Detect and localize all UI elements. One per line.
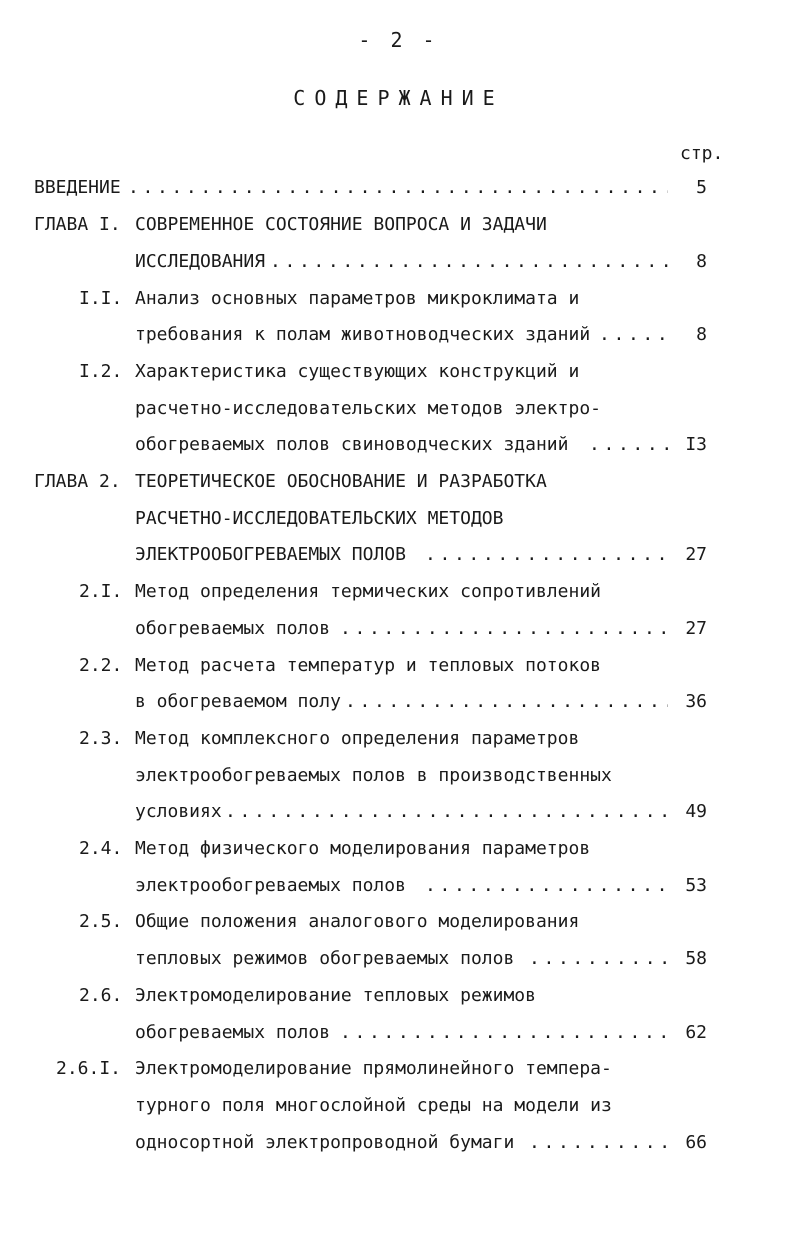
toc-page-s2-3: 49: [685, 801, 707, 822]
toc-chapter-2-line1: ТЕОРЕТИЧЕСКОЕ ОБОСНОВАНИЕ И РАЗРАБОТКА: [135, 471, 547, 492]
toc-page-s2-4: 53: [685, 875, 707, 896]
toc-chapter-1-num: ГЛАВА I.: [34, 214, 121, 235]
toc-section-2-3-num: 2.3.: [79, 728, 123, 749]
toc-section-2-6-line2: обогреваемых полов: [135, 1022, 331, 1043]
toc-section-2-1-num: 2.I.: [79, 581, 123, 602]
toc-section-2-4-line2: электрообогреваемых полов: [135, 875, 406, 896]
toc-chapter-2-line2: РАСЧЕТНО-ИССЛЕДОВАТЕЛЬСКИХ МЕТОДОВ: [135, 508, 504, 529]
toc-section-2-2-line1: Метод расчета температур и тепловых потоков: [135, 655, 601, 676]
toc-page-s2-6: 62: [685, 1022, 707, 1043]
toc-chapter-1-line2: ИССЛЕДОВАНИЯ: [135, 251, 266, 272]
toc-page-s2-1: 27: [685, 618, 707, 639]
toc-page-s2-6-1: 66: [685, 1132, 707, 1153]
toc-section-2-5-line1: Общие положения аналогового моделирования: [135, 911, 580, 932]
toc-section-1-1-num: I.I.: [79, 288, 123, 309]
page-title: СОДЕРЖАНИЕ: [293, 86, 504, 110]
toc-chapter-2-num: ГЛАВА 2.: [34, 471, 121, 492]
toc-page-ch2: 27: [685, 544, 707, 565]
toc-section-2-6-1-line2: турного поля многослойной среды на модели из: [135, 1095, 612, 1116]
toc-section-2-3-line3: условиях: [135, 801, 222, 822]
toc-section-1-1-line1: Анализ основных параметров микроклимата и: [135, 288, 580, 309]
toc-section-2-6-1-line1: Электромоделирование прямолинейного темпера-: [135, 1058, 612, 1079]
toc-section-2-2-num: 2.2.: [79, 655, 123, 676]
toc-section-2-6-num: 2.6.: [79, 985, 123, 1006]
page-column-label: стр.: [680, 143, 724, 164]
toc-section-2-3-line2: электрообогреваемых полов в производственных: [135, 765, 612, 786]
toc-page-s1-1: 8: [696, 324, 707, 345]
toc-page-s1-2: I3: [685, 434, 707, 455]
toc-chapter-1-line1: СОВРЕМЕННОЕ СОСТОЯНИЕ ВОПРОСА И ЗАДАЧИ: [135, 214, 547, 235]
toc-section-2-1-line1: Метод определения термических сопротивлений: [135, 581, 601, 602]
toc-section-1-2-line3: обогреваемых полов свиноводческих зданий: [135, 434, 569, 455]
toc-section-1-2-num: I.2.: [79, 361, 123, 382]
toc-section-2-4-line1: Метод физического моделирования параметров: [135, 838, 591, 859]
toc-section-1-2-line1: Характеристика существующих конструкций и: [135, 361, 580, 382]
toc-page-s2-5: 58: [685, 948, 707, 969]
toc-section-2-6-1-line3: односортной электропроводной бумаги: [135, 1132, 515, 1153]
toc-page-s2-2: 36: [685, 691, 707, 712]
toc-section-2-1-line2: обогреваемых полов: [135, 618, 331, 639]
toc-section-2-4-num: 2.4.: [79, 838, 123, 859]
toc-chapter-2-line3: ЭЛЕКТРООБОГРЕВАЕМЫХ ПОЛОВ: [135, 544, 406, 565]
toc-section-2-6-1-num: 2.6.I.: [56, 1058, 122, 1079]
toc-section-1-1-line2: требования к полам животноводческих зданий: [135, 324, 591, 345]
toc-section-2-5-line2: тепловых режимов обогреваемых полов: [135, 948, 515, 969]
toc-entry-intro: ВВЕДЕНИЕ: [34, 177, 121, 198]
toc-section-2-3-line1: Метод комплексного определения параметров: [135, 728, 580, 749]
toc-section-1-2-line2: расчетно-исследовательских методов электро-: [135, 398, 601, 419]
toc-page-intro: 5: [696, 177, 707, 198]
toc-section-2-6-line1: Электромоделирование тепловых режимов: [135, 985, 536, 1006]
toc-section-2-5-num: 2.5.: [79, 911, 123, 932]
toc-page-ch1: 8: [696, 251, 707, 272]
toc-section-2-2-line2: в обогреваемом полу: [135, 691, 341, 712]
page-number: - 2 -: [358, 28, 439, 52]
